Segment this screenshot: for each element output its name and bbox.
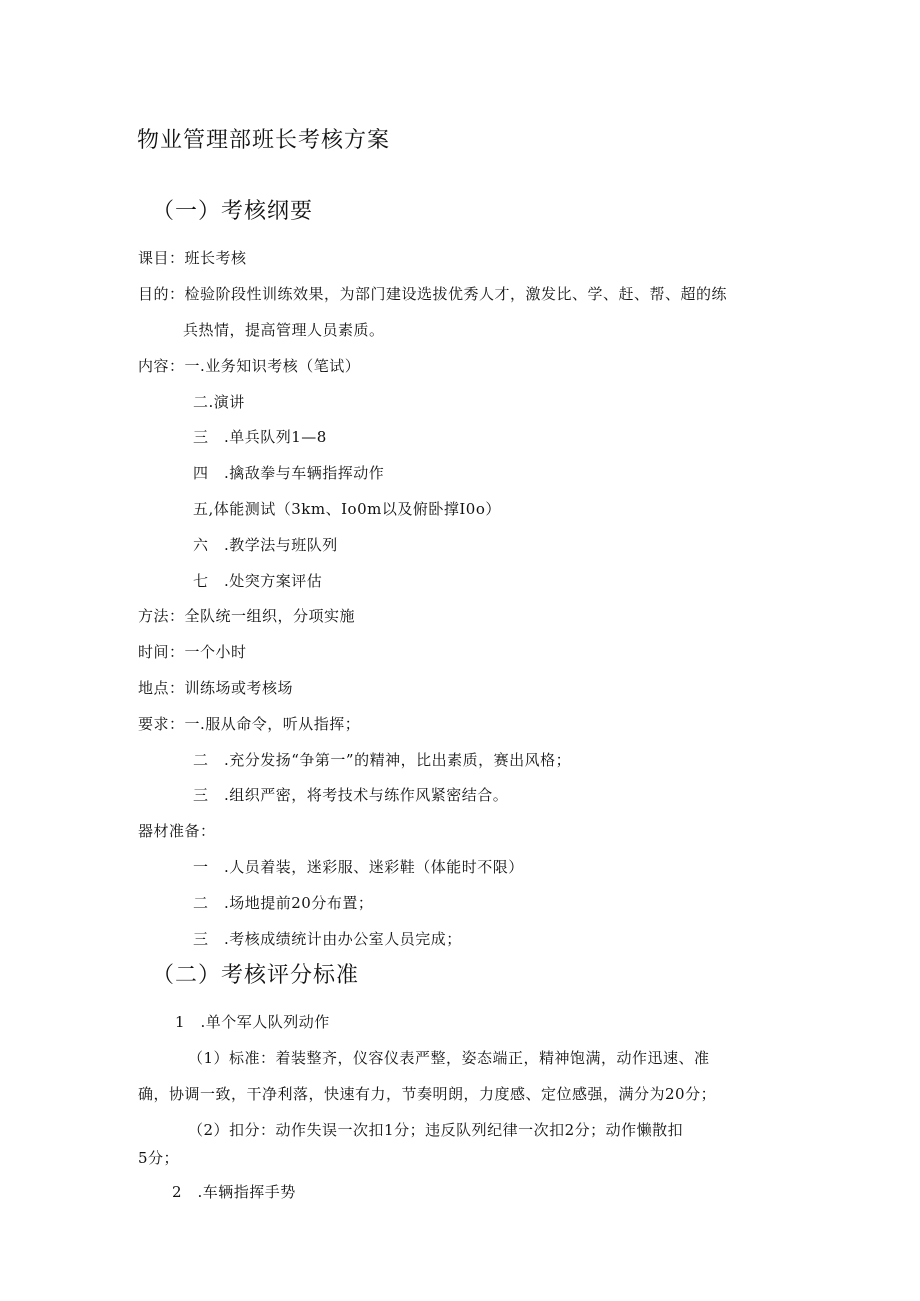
standard-line-1: （1）标准：着装整齐，仪容仪表严整，姿态端正，精神饱满，动作迅速、准 (188, 1049, 710, 1067)
location-line: 地点：训练场或考核场 (138, 679, 294, 697)
course-line: 课目：班长考核 (138, 249, 247, 267)
document-title: 物业管理部班长考核方案 (137, 128, 391, 153)
standard-line-2: 确，协调一致，干净利落，快速有力，节奏明朗，力度感、定位感强，满分为20分； (138, 1085, 717, 1103)
content-item: 四 .擒敌拳与车辆指挥动作 (193, 464, 385, 482)
content-item: 三 .单兵队列1—8 (193, 428, 327, 446)
method-line: 方法：全队统一组织，分项实施 (138, 607, 356, 625)
section-heading-scoring: （二）考核评分标准 (152, 963, 360, 988)
content-item: 二.演讲 (193, 393, 245, 411)
equipment-item: 三 .考核成绩统计由办公室人员完成； (193, 930, 462, 948)
scoring-item-title: 1 .单个军人队列动作 (175, 1013, 330, 1031)
content-item: 内容：一.业务知识考核（笔试） (138, 357, 361, 375)
purpose-line-2: 兵热情，提高管理人员素质。 (183, 321, 385, 339)
content-item: 五,体能测试（3km、Io0m以及俯卧撑I0o） (193, 500, 501, 518)
equipment-item: 二 .场地提前20分布置； (193, 894, 374, 912)
section-heading-outline: （一）考核纲要 (152, 199, 314, 224)
scoring-item-title: 2 .车辆指挥手势 (172, 1183, 296, 1201)
time-line: 时间：一个小时 (138, 643, 247, 661)
purpose-line-1: 目的：检验阶段性训练效果，为部门建设选拔优秀人才，激发比、学、赶、帮、超的练 (138, 285, 728, 303)
requirement-item: 二 .充分发扬“争第一”的精神，比出素质，赛出风格； (193, 751, 572, 769)
content-item: 七 .处突方案评估 (193, 572, 323, 590)
requirement-item: 要求：一.服从命令，听从指挥； (138, 715, 361, 733)
deduction-line-2: 5分； (138, 1149, 180, 1167)
equipment-item: 一 .人员着装，迷彩服、迷彩鞋（体能时不限） (193, 858, 524, 876)
equipment-label: 器材准备： (138, 822, 216, 840)
deduction-line-1: （2）扣分：动作失误一次扣1分；违反队列纪律一次扣2分；动作懒散扣 (188, 1121, 684, 1139)
requirement-item: 三 .组织严密，将考技术与练作风紧密结合。 (193, 786, 509, 804)
content-item: 六 .教学法与班队列 (193, 536, 338, 554)
